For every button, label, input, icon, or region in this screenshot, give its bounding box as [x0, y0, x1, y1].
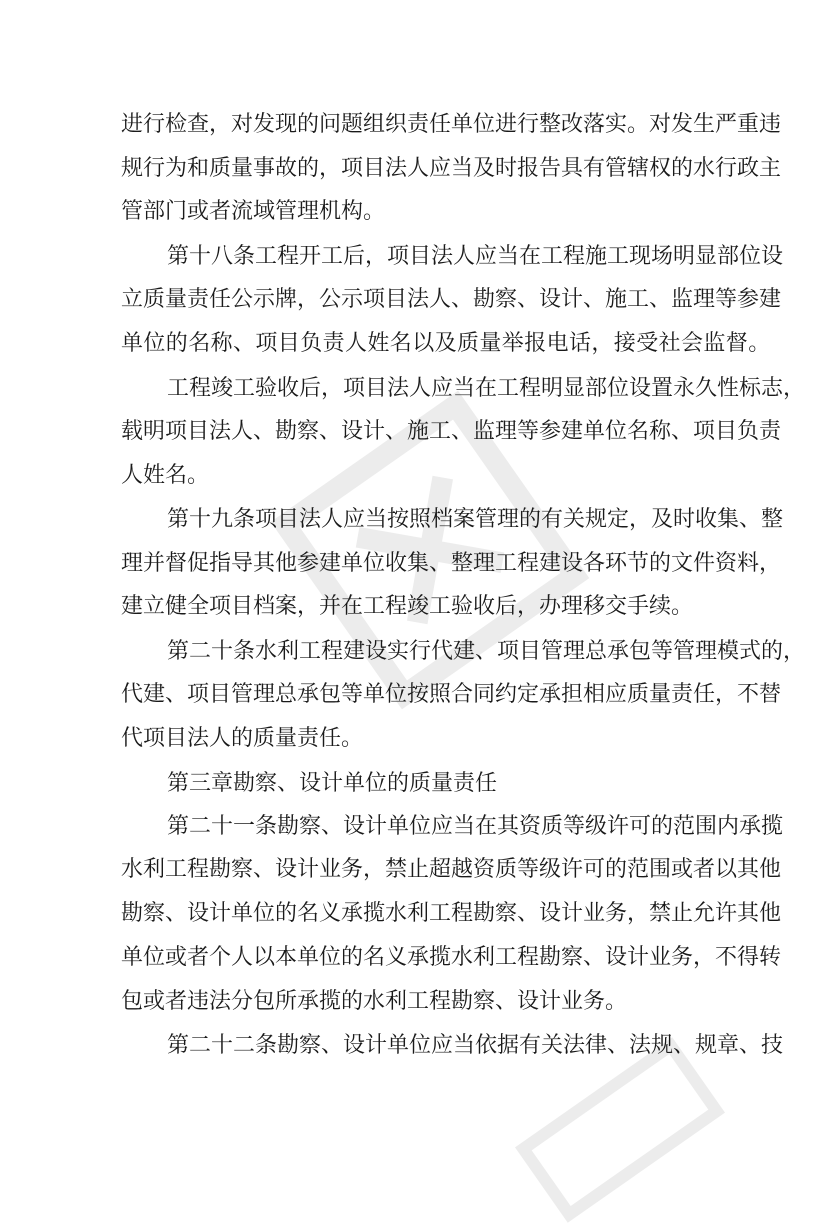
text-line: 建立健全项目档案，并在工程竣工验收后，办理移交手续。 [121, 594, 694, 619]
text-line: 包或者违法分包所承揽的水利工程勘察、设计业务。 [121, 989, 628, 1014]
text-line: 第十八条工程开工后，项目法人应当在工程施工现场明显部位设 [167, 244, 784, 269]
text-line: 进行检查，对发现的问题组织责任单位进行整改落实。对发生严重违 [121, 112, 782, 137]
text-line: 第二十条水利工程建设实行代建、项目管理总承包等管理模式的， [167, 639, 806, 664]
text-line: 第二十一条勘察、设计单位应当在其资质等级许可的范围内承揽 [167, 814, 784, 839]
text-line: 载明项目法人、勘察、设计、施工、监理等参建单位名称、项目负责 [121, 419, 782, 444]
text-line: 第二十二条勘察、设计单位应当依据有关法律、法规、规章、技 [167, 1033, 784, 1058]
text-line: 单位的名称、项目负责人姓名以及质量举报电话，接受社会监督。 [121, 331, 771, 356]
text-line: 代建、项目管理总承包等单位按照合同约定承担相应质量责任，不替 [121, 682, 782, 707]
text-line: 代项目法人的质量责任。 [121, 726, 364, 751]
text-line: 工程竣工验收后，项目法人应当在工程明显部位设置永久性标志， [167, 376, 806, 401]
text-line: 管部门或者流域管理机构。 [121, 199, 386, 224]
text-line: 勘察、设计单位的名义承揽水利工程勘察、设计业务，禁止允许其他 [121, 901, 782, 926]
text-line: 单位或者个人以本单位的名义承揽水利工程勘察、设计业务，不得转 [121, 945, 782, 970]
text-line: 规行为和质量事故的，项目法人应当及时报告具有管辖权的水行政主 [121, 156, 782, 181]
text-line: 人姓名。 [121, 463, 210, 488]
text-line: 第十九条项目法人应当按照档案管理的有关规定，及时收集、整 [167, 507, 784, 532]
text-line: 理并督促指导其他参建单位收集、整理工程建设各环节的文件资料， [121, 551, 782, 576]
chapter-heading: 第三章勘察、设计单位的质量责任 [167, 771, 498, 796]
watermark [509, 1032, 730, 1228]
text-line: 立质量责任公示牌，公示项目法人、勘察、设计、施工、监理等参建 [121, 287, 782, 312]
text-line: 水利工程勘察、设计业务，禁止超越资质等级许可的范围或者以其他 [121, 857, 782, 882]
